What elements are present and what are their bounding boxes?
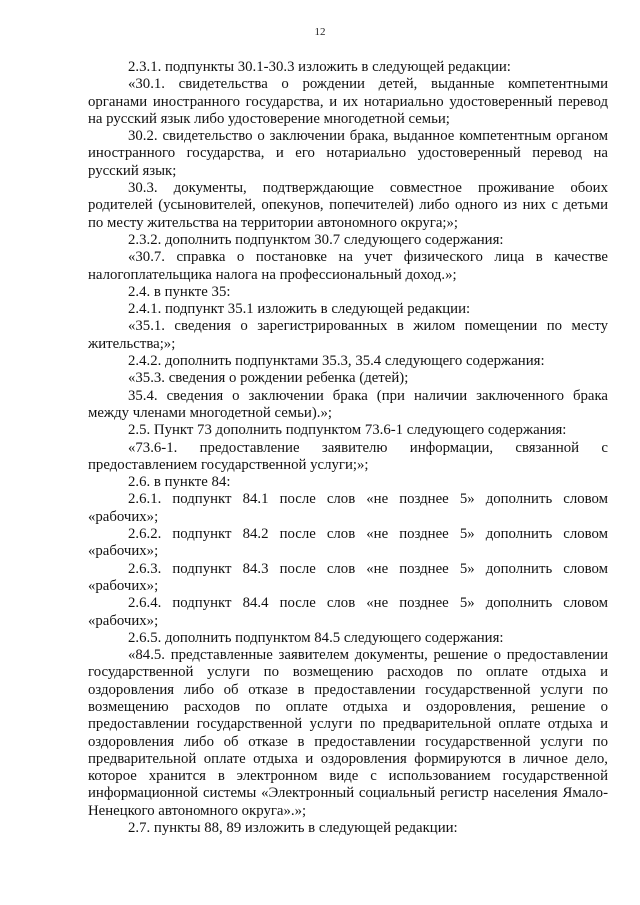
paragraph-35-4: 35.4. сведения о заключении брака (при наличии заключенного брака между членами многодетной семьи).»; — [88, 387, 608, 421]
paragraph-35-3: «35.3. сведения о рождении ребенка (детей); — [128, 370, 409, 387]
paragraph-2-3-2: 2.3.2. дополнить подпунктом 30.7 следующего содержания: — [128, 231, 504, 248]
paragraph-2-3-1: 2.3.1. подпункты 30.1-30.3 изложить в следующей редакции: — [128, 59, 511, 75]
paragraph-2-4: 2.4. в пункте 35: — [128, 283, 231, 300]
document-body — [88, 59, 608, 837]
paragraph-2-4-1: 2.4.1. подпункт 35.1 изложить в следующей редакции: — [128, 301, 471, 318]
paragraph-2-6-3: 2.6.3. подпункт 84.3 после слов «не позднее 5» дополнить словом «рабочих»; — [88, 560, 608, 594]
paragraph-2-6: 2.6. в пункте 84: — [128, 474, 231, 491]
paragraph-2-6-1: 2.6.1. подпункт 84.1 после слов «не позднее 5» дополнить словом «рабочих»; — [88, 491, 608, 525]
paragraph-2-6-4: 2.6.4. подпункт 84.4 после слов «не позднее 5» дополнить словом «рабочих»; — [88, 595, 608, 629]
paragraph-35-1: «35.1. сведения о зарегистрированных в жилом помещении по месту жительства;»; — [88, 318, 608, 352]
paragraph-84-5: «84.5. представленные заявителем документы, решение о предоставлении государственной услуги по возмещению расходов по оплате отдыха и оздоровления либо об отказе в предоставлении государственной услуги по возмещению расходов по оплате отдыха и оздоровления, решение о предоставлении государственной услуги по предварительной оплате отдыха и оздоровления либо об отказе в предоставлении государственной услуги по предварительной оплате отдыха и оздоровления формируются в личное дело, которое хранится в электронном виде с использованием государственной информационной системы «Электронный социальный регистр населения Ямало-Ненецкого автономного округа».»; — [88, 647, 608, 819]
paragraph-2-5: 2.5. Пункт 73 дополнить подпунктом 73.6-1 следующего содержания: — [128, 422, 567, 439]
paragraph-30-1: «30.1. свидетельства о рождении детей, выданные компетентными органами иностранного государства, и их нотариально удостоверенный перевод на русский язык либо удостоверение многодетной семьи; — [88, 76, 608, 127]
paragraph-2-6-5: 2.6.5. дополнить подпунктом 84.5 следующего содержания: — [128, 629, 504, 646]
page-number: 12 — [314, 26, 326, 38]
paragraph-30-3: 30.3. документы, подтверждающие совместное проживание обоих родителей (усыновителей, опекунов, попечителей) либо одного из них с детьми по месту жительства на территории автономного округа;»; — [88, 180, 608, 231]
paragraph-73-6-1: «73.6-1. предоставление заявителю информации, связанной с предоставлением государственной услуги;»; — [88, 439, 608, 473]
paragraph-30-7: «30.7. справка о постановке на учет физического лица в качестве налогоплательщика налога на профессиональный доход.»; — [88, 249, 608, 283]
paragraph-2-4-2: 2.4.2. дополнить подпунктами 35.3, 35.4 следующего содержания: — [128, 353, 545, 370]
paragraph-30-2: 30.2. свидетельство о заключении брака, выданное компетентным органом иностранного государства, и его нотариально удостоверенный перевод на русский язык; — [88, 128, 608, 179]
paragraph-2-7: 2.7. пункты 88, 89 изложить в следующей редакции: — [128, 820, 458, 837]
paragraph-2-6-2: 2.6.2. подпункт 84.2 после слов «не позднее 5» дополнить словом «рабочих»; — [88, 526, 608, 560]
